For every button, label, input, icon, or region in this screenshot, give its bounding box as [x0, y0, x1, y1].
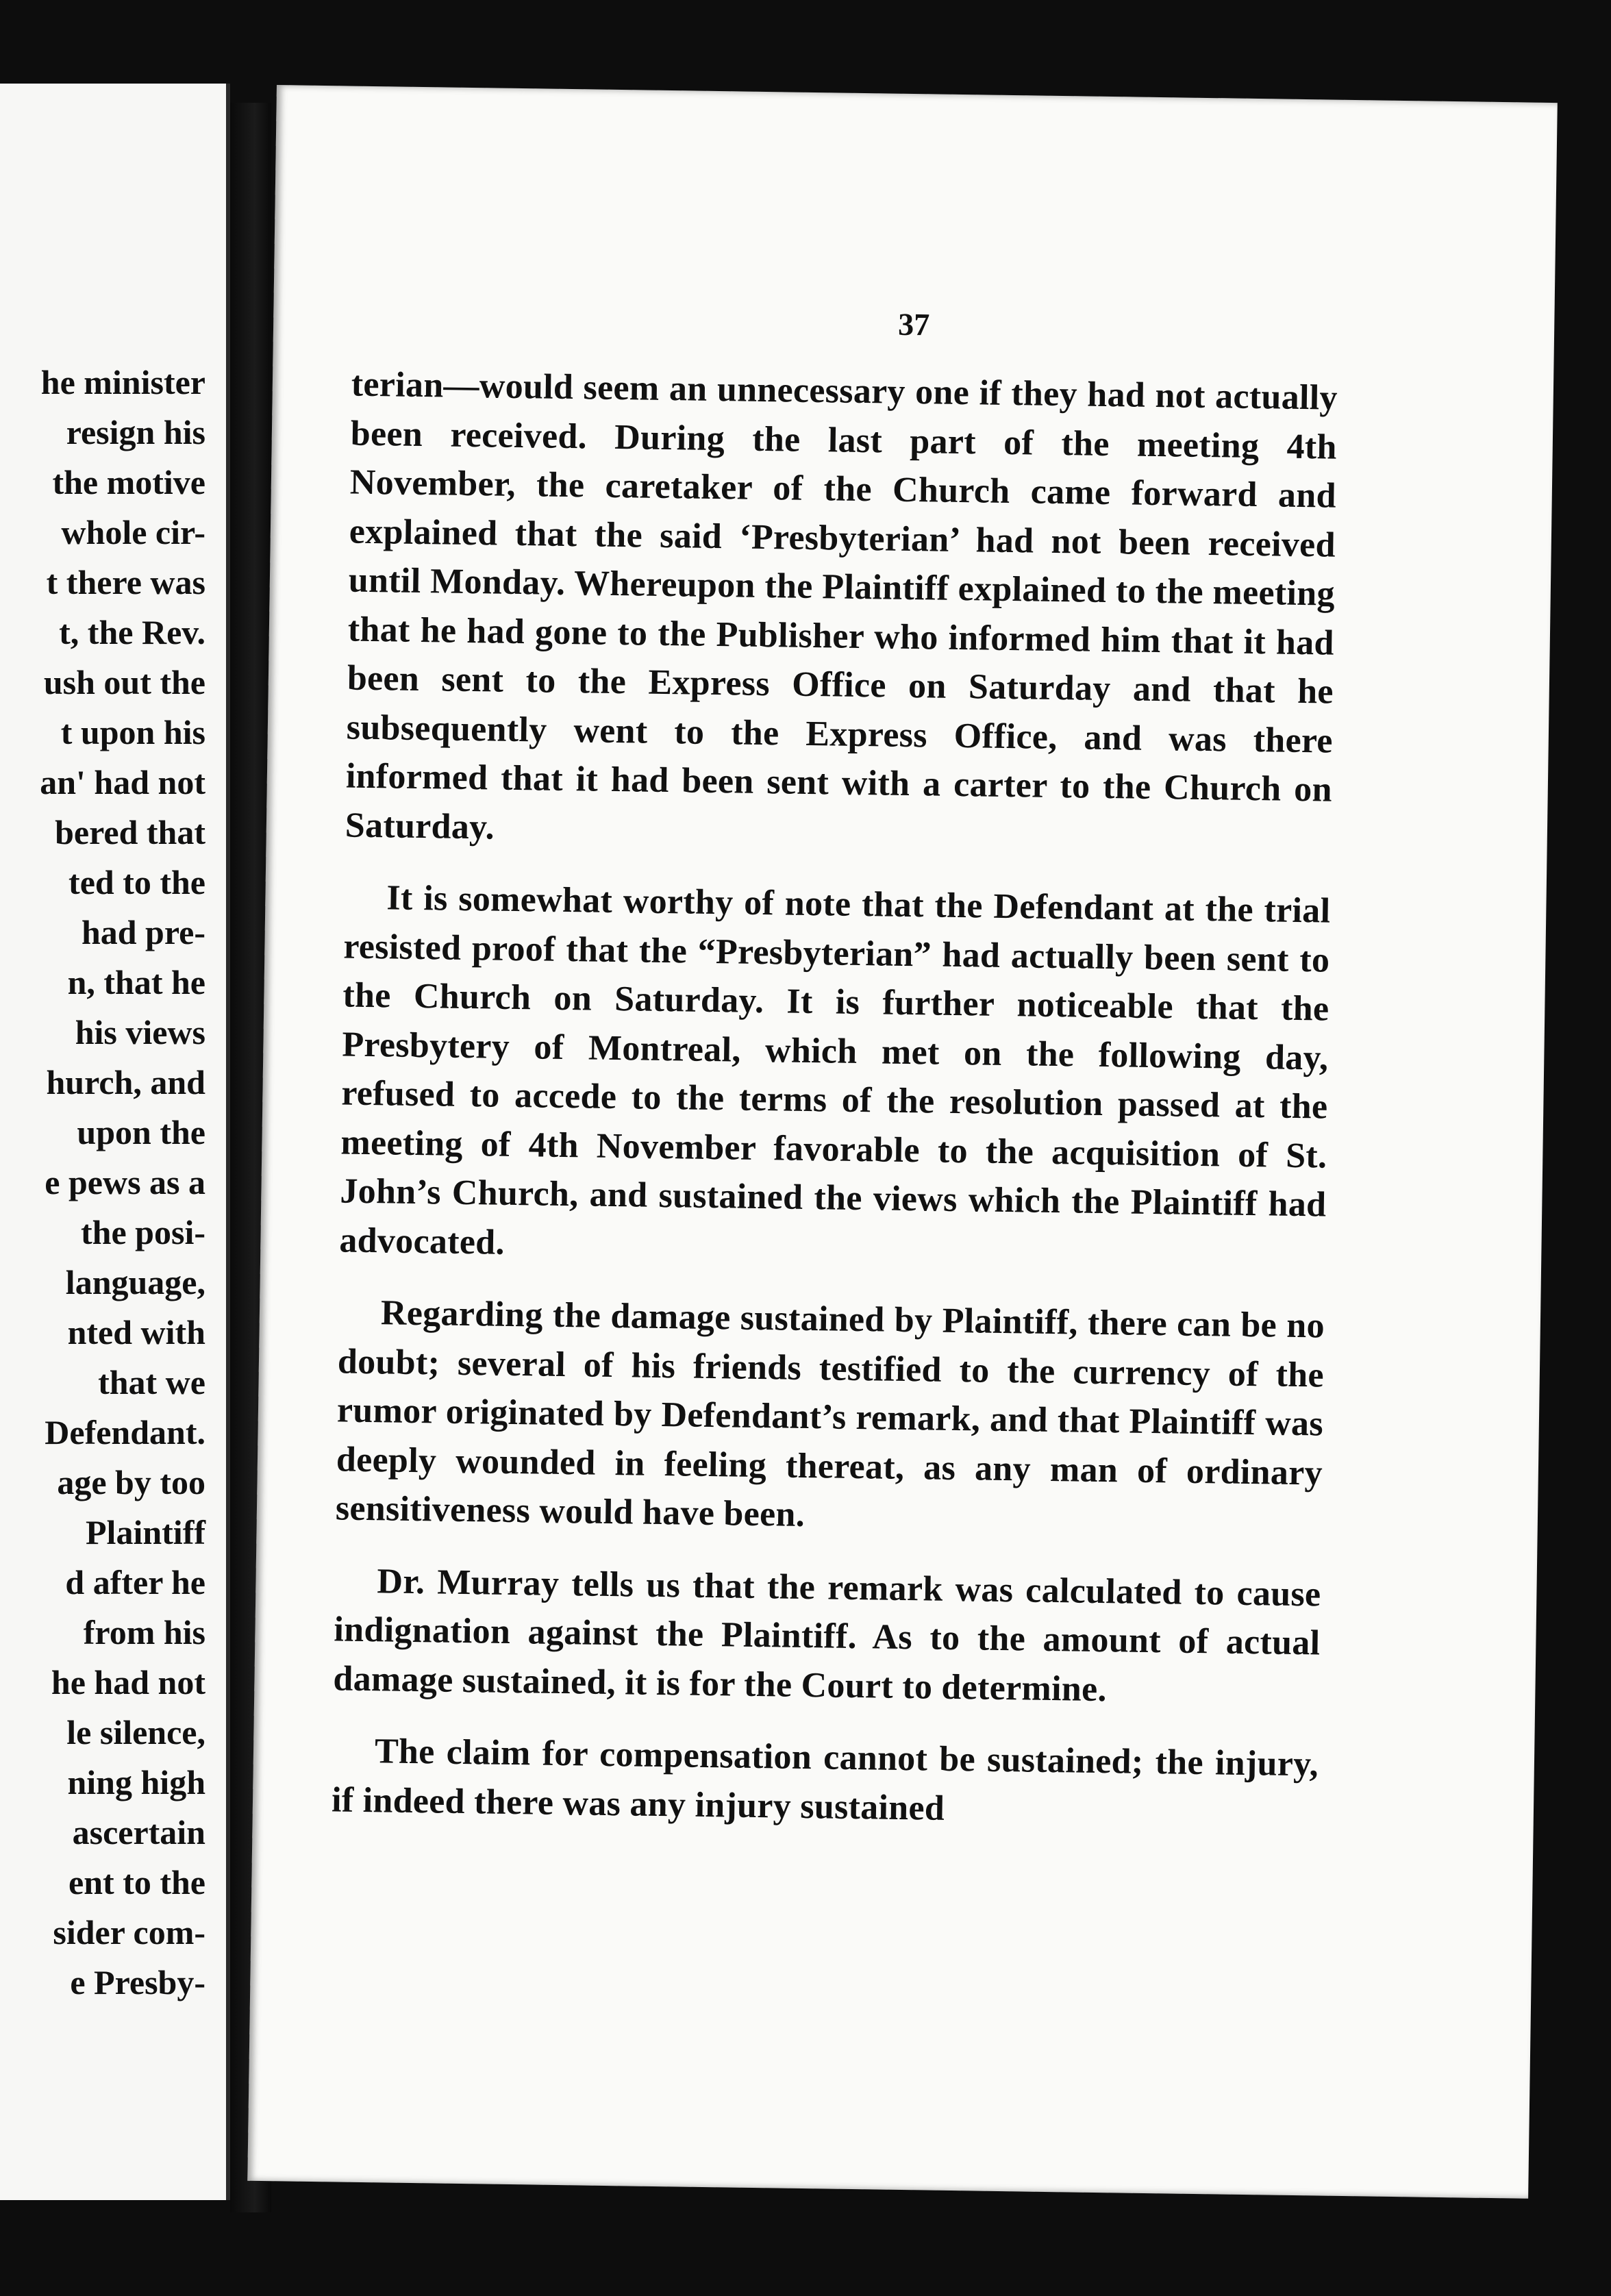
right-page	[247, 85, 1558, 2199]
left-line: the motive	[52, 463, 205, 501]
left-page	[0, 84, 230, 2200]
left-line: from his	[83, 1613, 205, 1651]
left-line: hurch, and	[46, 1063, 205, 1101]
left-line: age by too	[57, 1463, 205, 1501]
left-line: he had not	[51, 1663, 205, 1701]
paragraph: terian—would seem an unnecessary one if they had not actually been received. During the last part of the meeting 4th November, the caretaker of the Church came forward and explained that the said ‘Presbyterian’ had not been received until Monday. Whereupon the Plaintiff explained to the meeting that he had gone to the Publisher who informed him that it had been sent to the Express Office on Saturday and that he subsequently went to the Express Office, and was there informed that it had been sent with a carter to the Church on Saturday.	[345, 364, 1338, 847]
paragraph: Regarding the damage sustained by Plaintiff, there can be no doubt; several of his friends testified to the currency of the rumor originated by Defendant’s remark, and that Plaintiff was deeply wounded in feeling thereat, as any man of ordinary sensitiveness would have been.	[335, 1293, 1325, 1534]
left-line: he minister	[40, 363, 205, 401]
left-line: the posi-	[81, 1213, 205, 1251]
left-line: Defendant.	[45, 1413, 205, 1451]
left-line: t, the Rev.	[59, 613, 205, 651]
left-line: bered that	[55, 813, 205, 851]
body-text	[331, 360, 1338, 1862]
left-line: ted to the	[68, 863, 205, 901]
left-line: an' had not	[40, 763, 205, 801]
left-line: ascertain	[72, 1813, 205, 1851]
left-line: le silence,	[66, 1713, 205, 1751]
left-line: t there was	[46, 563, 205, 601]
left-line: e pews as a	[45, 1163, 205, 1201]
left-line: his views	[75, 1013, 205, 1051]
paragraph: The claim for compensation cannot be sustained; the injury, if indeed there was any injury sustained	[331, 1732, 1319, 1828]
left-line: t upon his	[60, 713, 205, 751]
left-line: resign his	[66, 413, 205, 451]
left-line: whole cir-	[61, 513, 205, 551]
left-line: ent to the	[68, 1863, 205, 1901]
paragraph: It is somewhat worthy of note that the Defendant at the trial resisted proof that the “Presbyterian” had actually been sent to the Church on Saturday. It is further noticeable that the Presbytery of Montreal, which met on the following day, refused to accede to the terms of the resolution passed at the meeting of 4th November favorable to the acquisition of St. John’s Church, and sustained the views which the Plaintiff had advocated.	[339, 878, 1331, 1262]
left-line: nted with	[67, 1313, 205, 1351]
left-line: ush out the	[43, 663, 205, 701]
paragraph: Dr. Murray tells us that the remark was calculated to cause indignation against the Plaintiff. As to the amount of actual damage sustained, it is for the Court to determine.	[333, 1561, 1321, 1709]
left-line: n, that he	[67, 963, 205, 1001]
left-line: language,	[65, 1263, 205, 1301]
left-line: ning high	[67, 1763, 205, 1801]
left-line: Plaintiff	[86, 1513, 205, 1551]
left-line: that we	[98, 1363, 205, 1401]
left-line: sider com-	[53, 1913, 205, 1951]
page-number: 37	[897, 306, 930, 342]
left-line: upon the	[77, 1113, 205, 1151]
left-line: d after he	[65, 1563, 205, 1601]
left-line: had pre-	[81, 913, 205, 951]
left-line: e Presby-	[70, 1963, 205, 2001]
left-page-text	[0, 358, 205, 2008]
